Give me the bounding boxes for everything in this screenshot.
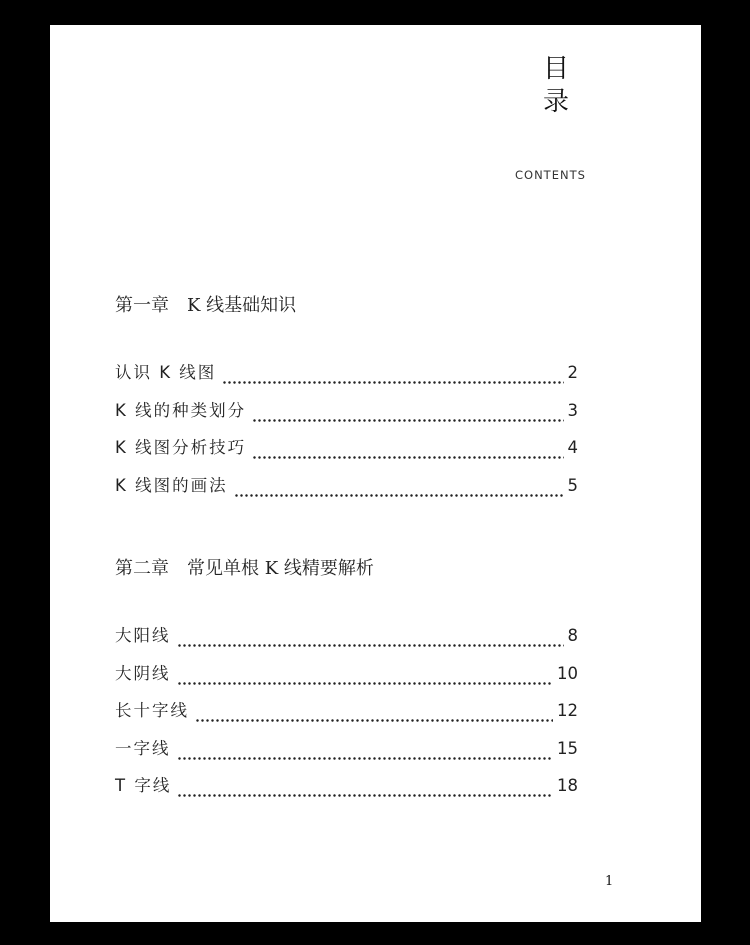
entry-name: 一字线 [115,738,171,758]
chapter-number: 第一章 [115,295,169,316]
entry-name: 认识 K 线图 [115,363,217,382]
toc-entry[interactable] [115,735,578,773]
entry-page: 4 [567,438,578,457]
chapter-heading-1 [115,291,296,317]
dot-leader [252,456,563,459]
toc-list-chapter-1 [115,359,578,509]
toc-entry[interactable] [115,622,578,660]
chapter-title: K 线基础知识 [187,295,297,316]
title-char-1: 目 [542,54,569,84]
entry-page: 8 [567,626,578,645]
toc-entry[interactable] [115,697,578,735]
dot-leader [177,794,553,797]
entry-page: 12 [557,701,578,720]
dot-leader [252,419,563,422]
toc-entry[interactable] [115,772,578,810]
page-number: 1 [605,874,614,889]
dot-leader [177,757,554,760]
entry-page: 15 [557,738,578,758]
page-subtitle: CONTENTS [515,168,586,182]
entry-name: 大阴线 [115,663,171,683]
entry-page: 18 [557,776,578,795]
dot-leader [234,494,564,497]
entry-page: 10 [557,663,578,683]
page-title [540,53,572,119]
entry-name: K 线图分析技巧 [115,438,247,457]
chapter-title: 常见单根 K 线精要解析 [187,558,374,579]
entry-page: 2 [567,363,578,382]
entry-name: 大阳线 [115,626,171,645]
dot-leader [177,644,564,647]
toc-list-chapter-2 [115,622,578,810]
document-page [50,25,701,922]
toc-entry[interactable] [115,397,578,435]
dot-leader [177,682,554,685]
chapter-heading-2 [115,554,374,580]
dot-leader [222,381,563,384]
toc-entry[interactable] [115,434,578,472]
toc-entry[interactable] [115,660,578,698]
entry-page: 3 [567,400,578,420]
entry-name: T 字线 [115,776,172,795]
entry-name: 长十字线 [115,701,189,720]
toc-entry[interactable] [115,359,578,397]
entry-page: 5 [567,475,578,495]
toc-entry[interactable] [115,472,578,510]
entry-name: K 线的种类划分 [115,400,247,420]
entry-name: K 线图的画法 [115,475,228,495]
chapter-number: 第二章 [115,558,169,579]
dot-leader [195,719,553,722]
title-char-2: 录 [542,87,569,117]
